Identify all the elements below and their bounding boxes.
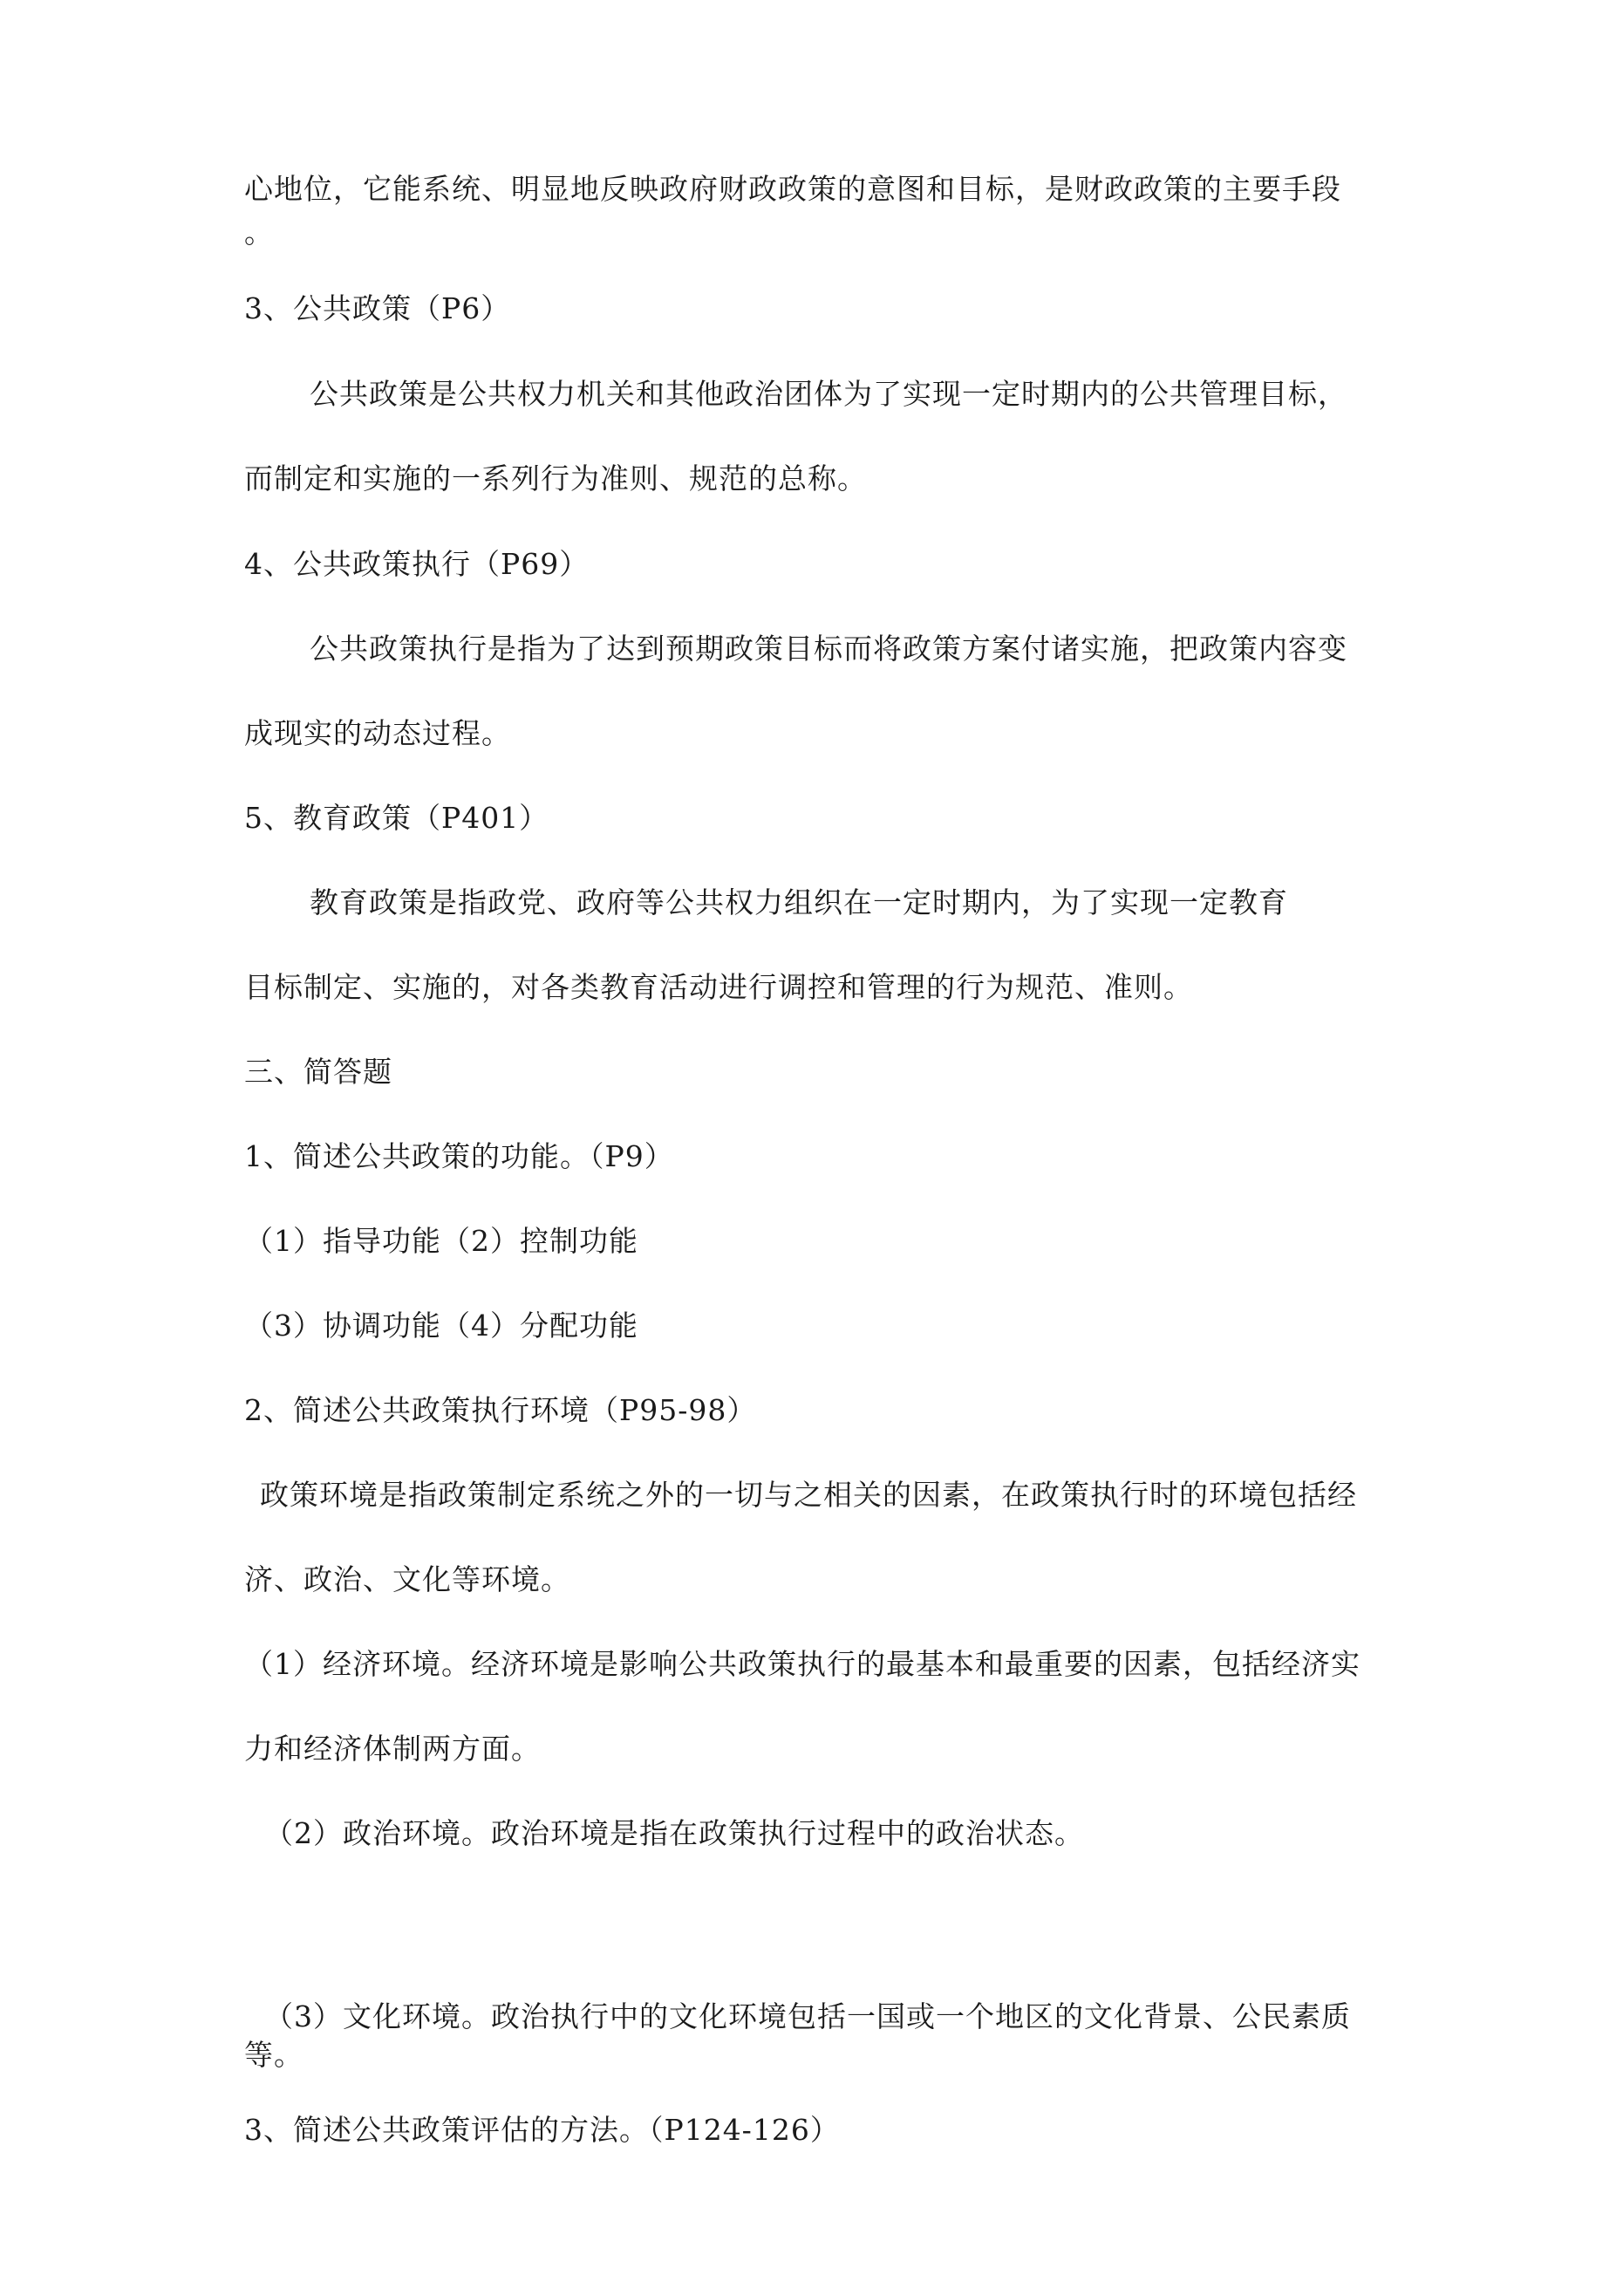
paragraph-line: 政策环境是指政策制定系统之外的一切与之相关的因素，在政策执行时的环境包括经 bbox=[260, 1478, 1357, 1512]
paragraph-line: （3）文化环境。政治执行中的文化环境包括一国或一个地区的文化背景、公民素质 bbox=[264, 1999, 1351, 2033]
question-heading-1: 1、简述公共政策的功能。（P9） bbox=[244, 1139, 674, 1173]
question-heading-3: 3、简述公共政策评估的方法。（P124-126） bbox=[244, 2113, 840, 2147]
heading-term-3: 3、公共政策（P6） bbox=[244, 291, 511, 325]
paragraph-line: 成现实的动态过程。 bbox=[244, 716, 511, 750]
paragraph-line: 心地位，它能系统、明显地反映政府财政政策的意图和目标，是财政政策的主要手段 bbox=[244, 172, 1341, 206]
paragraph-line: 而制定和实施的一系列行为准则、规范的总称。 bbox=[244, 461, 867, 495]
list-item: （1）指导功能（2）控制功能 bbox=[244, 1224, 638, 1258]
paragraph-line: 济、政治、文化等环境。 bbox=[244, 1562, 570, 1596]
heading-term-5: 5、教育政策（P401） bbox=[244, 801, 549, 835]
paragraph-line: 公共政策执行是指为了达到预期政策目标而将政策方案付诸实施，把政策内容变 bbox=[310, 632, 1347, 666]
paragraph-line: 公共政策是公共权力机关和其他政治团体为了实现一定时期内的公共管理目标， bbox=[310, 377, 1347, 411]
paragraph-line: （2）政治环境。政治环境是指在政策执行过程中的政治状态。 bbox=[264, 1816, 1084, 1850]
list-item: （3）协调功能（4）分配功能 bbox=[244, 1309, 638, 1343]
paragraph-line: （1）经济环境。经济环境是影响公共政策执行的最基本和最重要的因素，包括经济实 bbox=[244, 1647, 1360, 1681]
question-heading-2: 2、简述公共政策执行环境（P95-98） bbox=[244, 1393, 757, 1427]
section-heading: 三、简答题 bbox=[244, 1055, 392, 1089]
paragraph-line: 教育政策是指政党、政府等公共权力组织在一定时期内，为了实现一定教育 bbox=[310, 885, 1288, 919]
paragraph-line: 目标制定、实施的，对各类教育活动进行调控和管理的行为规范、准则。 bbox=[244, 970, 1193, 1004]
paragraph-line: 。 bbox=[244, 215, 274, 249]
paragraph-line: 力和经济体制两方面。 bbox=[244, 1732, 541, 1766]
heading-term-4: 4、公共政策执行（P69） bbox=[244, 547, 590, 581]
paragraph-line: 等。 bbox=[244, 2038, 303, 2072]
